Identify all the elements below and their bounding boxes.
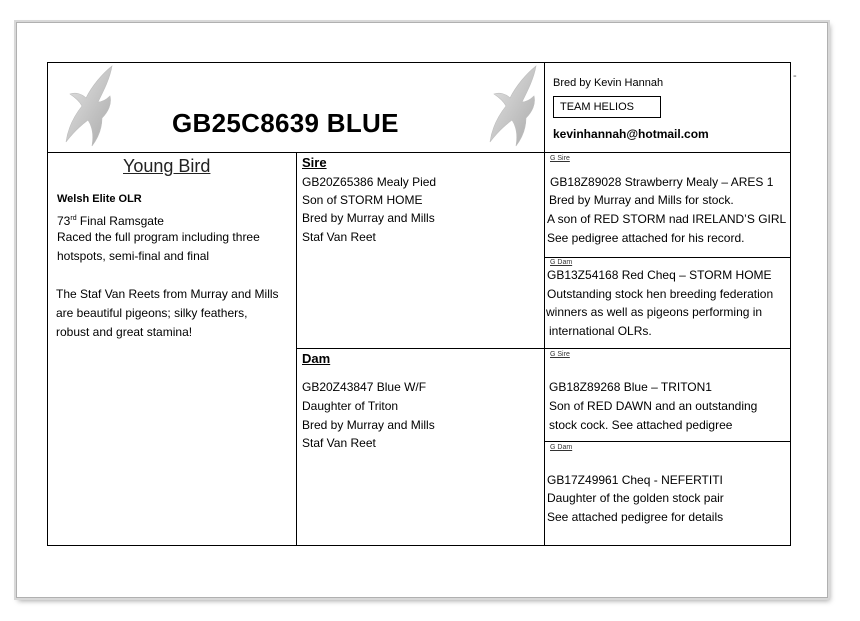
sire-gdam-line-2: Outstanding stock hen breeding federation xyxy=(547,287,774,301)
sire-line-4: Staf Van Reet xyxy=(302,230,376,244)
dam-gdam-line-3: See attached pedigree for details xyxy=(547,510,724,524)
dam-line-4: Staf Van Reet xyxy=(302,436,376,450)
email-text: kevinhannah@hotmail.com xyxy=(553,127,709,141)
dam-label: Dam xyxy=(302,351,331,366)
dam-grandparents-divider xyxy=(544,441,791,442)
young-bird-heading: Young Bird xyxy=(123,156,211,176)
sire-gsire-label: G Sire xyxy=(550,155,570,162)
sire-dam-divider xyxy=(296,348,791,349)
sire-label: Sire xyxy=(302,155,327,170)
dam-gsire-line-3: stock cock. See attached pedigree xyxy=(549,418,733,432)
dam-gsire-label: G Sire xyxy=(550,351,570,358)
pigeon-illustration-right xyxy=(486,64,544,150)
sire-gdam-line-4: international OLRs. xyxy=(549,324,652,338)
dam-line-2: Daughter of Triton xyxy=(302,399,399,413)
dam-gdam-line-2: Daughter of the golden stock pair xyxy=(547,491,724,505)
dam-gdam-line-1: GB17Z49961 Cheq - NEFERTITI xyxy=(547,473,723,487)
sire-line-3: Bred by Murray and Mills xyxy=(302,211,435,225)
dam-gsire-line-2: Son of RED DAWN and an outstanding xyxy=(549,399,758,413)
sire-gdam-label: G Dam xyxy=(550,259,573,266)
ring-number-title: GB25C8639 BLUE xyxy=(172,108,399,138)
column-divider-1 xyxy=(296,152,297,546)
header-divider xyxy=(47,152,791,153)
bird-line-2-number: 73 xyxy=(57,214,71,228)
dam-line-3: Bred by Murray and Mills xyxy=(302,418,435,432)
sire-line-1: GB20Z65386 Mealy Pied xyxy=(302,175,437,189)
team-badge: TEAM HELIOS xyxy=(553,96,661,118)
bred-by-text: Bred by Kevin Hannah xyxy=(553,77,664,89)
dam-line-1: GB20Z43847 Blue W/F xyxy=(302,380,427,394)
bird-desc-3: robust and great stamina! xyxy=(56,325,193,339)
sire-gsire-line-4: See pedigree attached for his record. xyxy=(547,231,745,245)
dam-gdam-label: G Dam xyxy=(550,444,573,451)
pigeon-illustration-left xyxy=(62,64,120,150)
bird-line-2-rest: Final Ramsgate xyxy=(76,214,164,228)
sire-gdam-line-1: GB13Z54168 Red Cheq – STORM HOME xyxy=(547,268,772,282)
bird-line-2-suffix: rd xyxy=(70,215,77,222)
corner-mark: - xyxy=(793,70,797,82)
sire-grandparents-divider xyxy=(544,257,791,258)
sire-gsire-line-2: Bred by Murray and Mills for stock. xyxy=(549,193,734,207)
sire-gdam-line-3: winners as well as pigeons performing in xyxy=(546,305,763,319)
bird-desc-2: are beautiful pigeons; silky feathers, xyxy=(56,306,248,320)
bird-line-1: Welsh Elite OLR xyxy=(57,193,142,205)
bird-line-3: Raced the full program including three xyxy=(57,230,260,244)
sire-line-2: Son of STORM HOME xyxy=(302,193,423,207)
dam-gsire-line-1: GB18Z89268 Blue – TRITON1 xyxy=(549,380,712,394)
column-divider-2 xyxy=(544,62,545,546)
sire-gsire-line-1: GB18Z89028 Strawberry Mealy – ARES 1 xyxy=(550,175,774,189)
sire-gsire-line-3: A son of RED STORM nad IRELAND’S GIRL xyxy=(547,212,787,226)
bird-desc-1: The Staf Van Reets from Murray and Mills xyxy=(56,287,279,301)
bird-line-4: hotspots, semi-final and final xyxy=(57,249,210,263)
